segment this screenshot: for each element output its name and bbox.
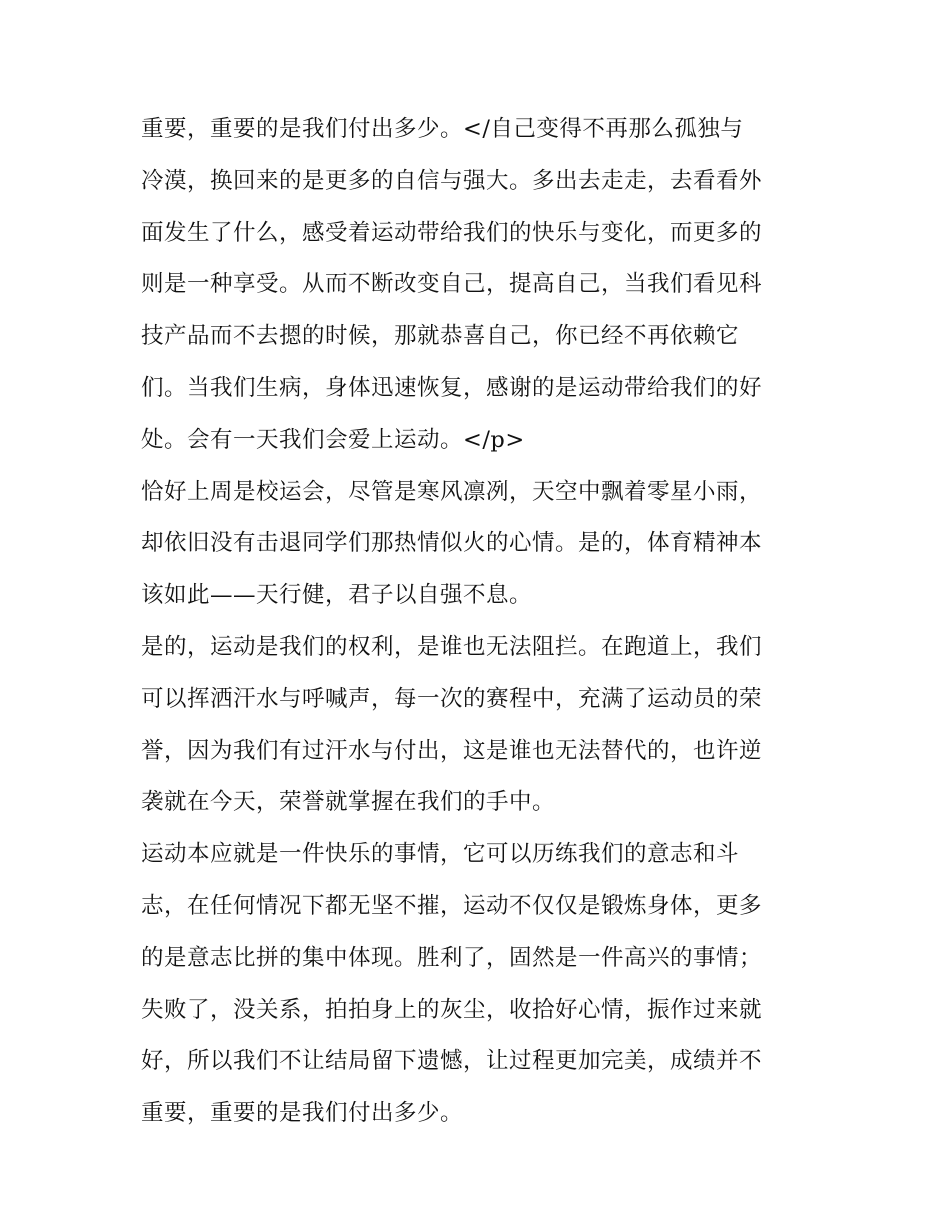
- text-line: 运动本应就是一件快乐的事情，它可以历练我们的意志和斗: [141, 841, 740, 868]
- text-line: 是的，运动是我们的权利，是谁也无法阻拦。在跑道上，我们: [141, 633, 763, 660]
- text-line: 好，所以我们不让结局留下遗憾，让过程更加完美，成绩并不: [141, 1048, 763, 1075]
- text-line: 们。当我们生病，身体迅速恢复，感谢的是运动带给我们的好: [141, 374, 763, 401]
- text-line: 该如此——天行健，君子以自强不息。: [141, 582, 533, 609]
- text-line: 恰好上周是校运会，尽管是寒风凛冽，天空中飘着零星小雨，: [141, 478, 763, 505]
- text-line: 冷漠，换回来的是更多的自信与强大。多出去走走，去看看外: [141, 167, 763, 194]
- text-line: 可以挥洒汗水与呼喊声，每一次的赛程中，充满了运动员的荣: [141, 685, 763, 712]
- text-line: 重要，重要的是我们付出多少。</自己变得不再那么孤独与: [141, 116, 744, 142]
- text-line: 重要，重要的是我们付出多少。: [141, 1100, 464, 1127]
- text-line: 誉，因为我们有过汗水与付出，这是谁也无法替代的，也许逆: [141, 737, 763, 764]
- text-line: 袭就在今天，荣誉就掌握在我们的手中。: [141, 789, 556, 816]
- text-line: 面发生了什么，感受着运动带给我们的快乐与变化，而更多的: [141, 219, 763, 246]
- document-body: [141, 104, 821, 1140]
- text-line: 志，在任何情况下都无坚不摧，运动不仅仅是锻炼身体，更多: [141, 892, 763, 919]
- text-line: 处。会有一天我们会爱上运动。</p>: [141, 426, 525, 453]
- text-line: 则是一种享受。从而不断改变自己，提高自己，当我们看见科: [141, 271, 763, 298]
- text-line: 技产品而不去摁的时候，那就恭喜自己，你已经不再依赖它: [141, 323, 740, 350]
- text-line: 的是意志比拼的集中体现。胜利了，固然是一件高兴的事情；: [141, 944, 763, 971]
- text-line: 失败了，没关系，拍拍身上的灰尘，收拾好心情，振作过来就: [141, 996, 763, 1023]
- text-line: 却依旧没有击退同学们那热情似火的心情。是的，体育精神本: [141, 530, 763, 557]
